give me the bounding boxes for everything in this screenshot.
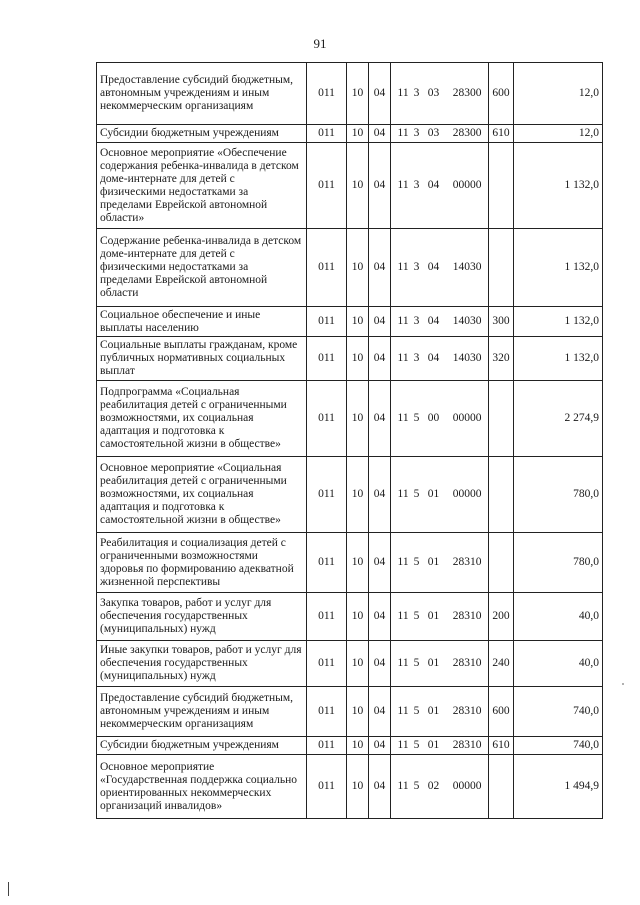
table-row (97, 737, 603, 755)
target-article-part: 03 (427, 127, 440, 139)
target-article-cell (391, 641, 489, 687)
table-row (97, 229, 603, 307)
expense-name-cell: Социальное обеспечение и иные выплаты населению (97, 307, 307, 337)
section-cell: 10 (347, 337, 369, 381)
subsection-cell: 04 (369, 337, 391, 381)
target-article-part: 01 (427, 556, 440, 568)
target-article-part: 11 (397, 87, 409, 99)
target-article-part: 28300 (452, 127, 482, 139)
subsection-cell: 04 (369, 755, 391, 819)
expense-type-cell: 320 (489, 337, 514, 381)
amount-cell: 40,0 (514, 641, 603, 687)
expense-name-cell: Основное мероприятие «Обеспечение содержания ребенка-инвалида в детском доме-интернате для детей с физическими недостатками за пределами Еврейской автономной области» (97, 143, 307, 229)
subsection-cell: 04 (369, 307, 391, 337)
expense-name-cell: Субсидии бюджетным учреждениям (97, 737, 307, 755)
target-article-part: 04 (427, 179, 440, 191)
section-cell: 10 (347, 687, 369, 737)
target-article-part: 11 (397, 315, 409, 327)
target-article-part: 04 (427, 315, 440, 327)
ministry-code-cell: 011 (307, 307, 347, 337)
target-article-part: 5 (413, 780, 420, 792)
target-article-part: 11 (397, 739, 409, 751)
table-row (97, 457, 603, 533)
target-article-part: 04 (427, 261, 440, 273)
table-row (97, 143, 603, 229)
target-article-part: 14030 (452, 315, 482, 327)
expense-name-cell: Субсидии бюджетным учреждениям (97, 125, 307, 143)
section-cell: 10 (347, 737, 369, 755)
expense-type-cell: 610 (489, 125, 514, 143)
subsection-cell: 04 (369, 125, 391, 143)
expense-name-cell: Иные закупки товаров, работ и услуг для обеспечения государственных (муниципальных) нужд (97, 641, 307, 687)
target-article-cell (391, 737, 489, 755)
target-article-part: 00000 (452, 488, 482, 500)
section-cell: 10 (347, 229, 369, 307)
expense-name-cell: Основное мероприятие «Государственная поддержка социально ориентированных некоммерческих организаций инвалидов» (97, 755, 307, 819)
amount-cell: 1 132,0 (514, 229, 603, 307)
expense-name-cell: Основное мероприятие «Социальная реабилитация детей с ограниченными возможностями, их социальная адаптация и подготовка к самостоятельной жизни в обществе» (97, 457, 307, 533)
expense-name-cell: Закупка товаров, работ и услуг для обеспечения государственных (муниципальных) нужд (97, 593, 307, 641)
target-article-part: 02 (427, 780, 440, 792)
target-article-part: 11 (397, 127, 409, 139)
target-article-part: 28310 (452, 556, 482, 568)
target-article-part: 01 (427, 657, 440, 669)
target-article-cell (391, 229, 489, 307)
target-article-part: 3 (413, 315, 420, 327)
amount-cell: 780,0 (514, 533, 603, 593)
expense-name-cell: Содержание ребенка-инвалида в детском доме-интернате для детей с физическими недостатками за пределами Еврейской автономной области (97, 229, 307, 307)
table-row (97, 63, 603, 125)
amount-cell: 2 274,9 (514, 381, 603, 457)
section-cell: 10 (347, 755, 369, 819)
target-article-part: 11 (397, 412, 409, 424)
subsection-cell: 04 (369, 533, 391, 593)
target-article-cell (391, 381, 489, 457)
target-article-part: 3 (413, 127, 420, 139)
target-article-part: 5 (413, 412, 420, 424)
target-article-part: 11 (397, 705, 409, 717)
expense-type-cell (489, 533, 514, 593)
ministry-code-cell: 011 (307, 337, 347, 381)
expense-name-cell: Предоставление субсидий бюджетным, автономным учреждениям и иным некоммерческим организациям (97, 63, 307, 125)
target-article-part: 14030 (452, 261, 482, 273)
table-row (97, 687, 603, 737)
target-article-part: 3 (413, 261, 420, 273)
target-article-part: 5 (413, 705, 420, 717)
expense-type-cell (489, 381, 514, 457)
expense-name-cell: Подпрограмма «Социальная реабилитация детей с ограниченными возможностями, их социальная адаптация и подготовка к самостоятельной жизни в обществе» (97, 381, 307, 457)
subsection-cell: 04 (369, 687, 391, 737)
target-article-part: 04 (427, 352, 440, 364)
ministry-code-cell: 011 (307, 755, 347, 819)
target-article-part: 00 (427, 412, 440, 424)
subsection-cell: 04 (369, 641, 391, 687)
target-article-part: 11 (397, 261, 409, 273)
scan-speck (622, 683, 624, 685)
expense-type-cell: 240 (489, 641, 514, 687)
target-article-part: 28310 (452, 657, 482, 669)
target-article-part: 11 (397, 556, 409, 568)
target-article-part: 3 (413, 352, 420, 364)
target-article-part: 5 (413, 488, 420, 500)
subsection-cell: 04 (369, 593, 391, 641)
table-row (97, 641, 603, 687)
section-cell: 10 (347, 641, 369, 687)
subsection-cell: 04 (369, 381, 391, 457)
target-article-cell (391, 593, 489, 641)
amount-cell: 40,0 (514, 593, 603, 641)
table-row (97, 533, 603, 593)
ministry-code-cell: 011 (307, 125, 347, 143)
table-row (97, 307, 603, 337)
amount-cell: 1 132,0 (514, 337, 603, 381)
subsection-cell: 04 (369, 457, 391, 533)
target-article-part: 5 (413, 610, 420, 622)
target-article-part: 28310 (452, 739, 482, 751)
subsection-cell: 04 (369, 143, 391, 229)
target-article-part: 11 (397, 352, 409, 364)
amount-cell: 740,0 (514, 687, 603, 737)
target-article-part: 5 (413, 739, 420, 751)
target-article-cell (391, 125, 489, 143)
target-article-cell (391, 337, 489, 381)
amount-cell: 12,0 (514, 125, 603, 143)
target-article-part: 00000 (452, 780, 482, 792)
target-article-part: 11 (397, 610, 409, 622)
target-article-part: 28310 (452, 705, 482, 717)
target-article-part: 5 (413, 556, 420, 568)
ministry-code-cell: 011 (307, 641, 347, 687)
target-article-part: 00000 (452, 412, 482, 424)
target-article-part: 5 (413, 657, 420, 669)
expense-type-cell: 300 (489, 307, 514, 337)
expense-type-cell (489, 143, 514, 229)
ministry-code-cell: 011 (307, 457, 347, 533)
target-article-cell (391, 143, 489, 229)
scan-margin-mark (8, 882, 9, 896)
section-cell: 10 (347, 533, 369, 593)
ministry-code-cell: 011 (307, 143, 347, 229)
section-cell: 10 (347, 143, 369, 229)
target-article-cell (391, 755, 489, 819)
section-cell: 10 (347, 593, 369, 641)
ministry-code-cell: 011 (307, 229, 347, 307)
ministry-code-cell: 011 (307, 533, 347, 593)
table-row (97, 125, 603, 143)
target-article-part: 03 (427, 87, 440, 99)
expense-type-cell: 600 (489, 687, 514, 737)
expense-name-cell: Реабилитация и социализация детей с ограниченными возможностями здоровья по формированию адекватной жизненной перспективы (97, 533, 307, 593)
target-article-part: 3 (413, 179, 420, 191)
amount-cell: 12,0 (514, 63, 603, 125)
target-article-part: 01 (427, 739, 440, 751)
expense-type-cell: 610 (489, 737, 514, 755)
target-article-part: 28300 (452, 87, 482, 99)
subsection-cell: 04 (369, 63, 391, 125)
expense-name-cell: Предоставление субсидий бюджетным, автономным учреждениям и иным некоммерческим организациям (97, 687, 307, 737)
table-row (97, 593, 603, 641)
section-cell: 10 (347, 125, 369, 143)
subsection-cell: 04 (369, 229, 391, 307)
amount-cell: 740,0 (514, 737, 603, 755)
target-article-part: 11 (397, 657, 409, 669)
target-article-part: 11 (397, 179, 409, 191)
target-article-part: 28310 (452, 610, 482, 622)
subsection-cell: 04 (369, 737, 391, 755)
target-article-cell (391, 687, 489, 737)
ministry-code-cell: 011 (307, 737, 347, 755)
target-article-part: 01 (427, 705, 440, 717)
ministry-code-cell: 011 (307, 381, 347, 457)
budget-table (96, 62, 603, 819)
section-cell: 10 (347, 381, 369, 457)
expense-type-cell (489, 457, 514, 533)
amount-cell: 1 494,9 (514, 755, 603, 819)
section-cell: 10 (347, 457, 369, 533)
target-article-part: 11 (397, 780, 409, 792)
target-article-part: 01 (427, 610, 440, 622)
expense-type-cell (489, 229, 514, 307)
expense-type-cell: 200 (489, 593, 514, 641)
target-article-part: 11 (397, 488, 409, 500)
section-cell: 10 (347, 63, 369, 125)
table-row (97, 755, 603, 819)
target-article-part: 00000 (452, 179, 482, 191)
expense-name-cell: Социальные выплаты гражданам, кроме публичных нормативных социальных выплат (97, 337, 307, 381)
table-row (97, 381, 603, 457)
expense-type-cell (489, 755, 514, 819)
target-article-cell (391, 307, 489, 337)
target-article-part: 14030 (452, 352, 482, 364)
table-row (97, 337, 603, 381)
target-article-cell (391, 457, 489, 533)
ministry-code-cell: 011 (307, 63, 347, 125)
ministry-code-cell: 011 (307, 687, 347, 737)
amount-cell: 780,0 (514, 457, 603, 533)
budget-table-body (97, 63, 603, 819)
ministry-code-cell: 011 (307, 593, 347, 641)
target-article-cell (391, 533, 489, 593)
page-number: 91 (313, 36, 327, 51)
target-article-cell (391, 63, 489, 125)
target-article-part: 3 (413, 87, 420, 99)
expense-type-cell: 600 (489, 63, 514, 125)
section-cell: 10 (347, 307, 369, 337)
amount-cell: 1 132,0 (514, 143, 603, 229)
target-article-part: 01 (427, 488, 440, 500)
amount-cell: 1 132,0 (514, 307, 603, 337)
